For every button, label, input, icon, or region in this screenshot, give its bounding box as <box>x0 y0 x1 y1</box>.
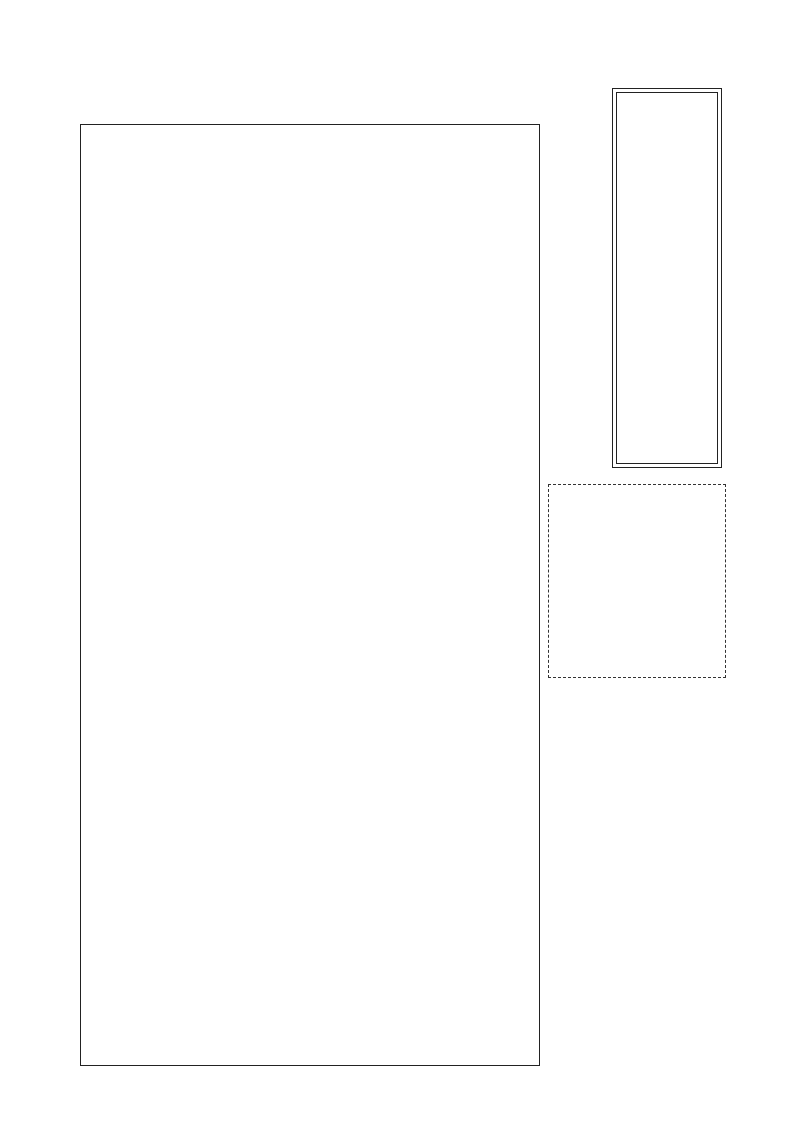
headline-box <box>616 92 718 464</box>
rules-box <box>80 124 540 1066</box>
payment-box <box>548 484 726 678</box>
